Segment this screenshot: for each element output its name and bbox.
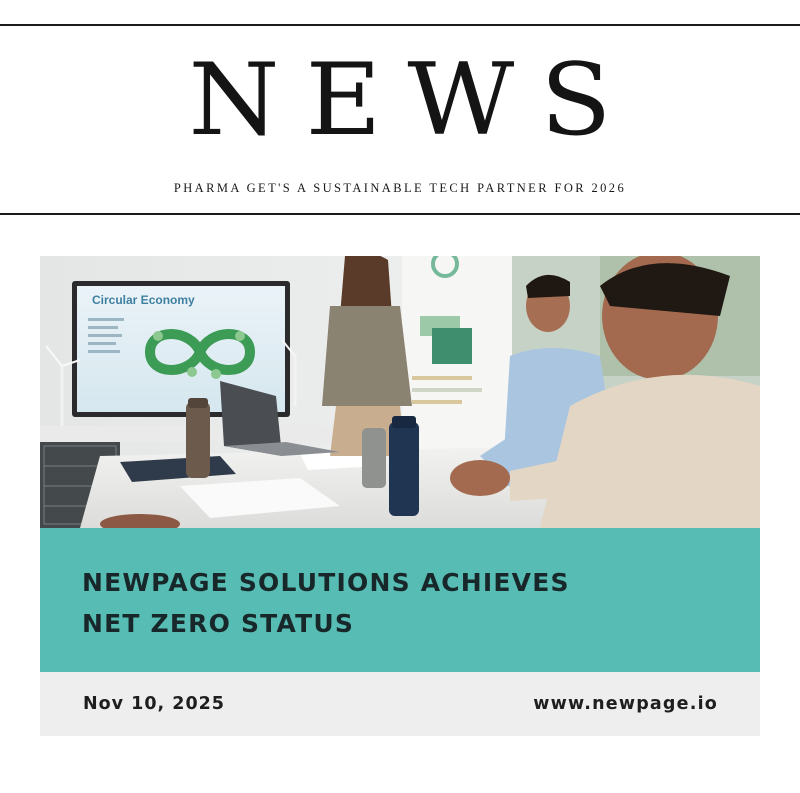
masthead-tagline: PHARMA GET'S A SUSTAINABLE TECH PARTNER FOR 2026 [173, 181, 627, 195]
website-link[interactable]: www.newpage.io [533, 694, 718, 714]
headline-line-2: NET ZERO STATUS [82, 609, 355, 638]
news-photo [40, 256, 760, 528]
headline-text [82, 562, 722, 644]
masthead-bottom-rule [0, 213, 800, 215]
headline-line-1: NEWPAGE SOLUTIONS ACHIEVES [82, 568, 570, 597]
masthead-title: NEWS [188, 42, 638, 158]
publish-date: Nov 10, 2025 [83, 694, 225, 714]
footer-bar [40, 672, 760, 736]
headline-banner [40, 528, 760, 672]
screen-title: Circular Economy [92, 293, 195, 307]
masthead-top-rule [0, 24, 800, 26]
